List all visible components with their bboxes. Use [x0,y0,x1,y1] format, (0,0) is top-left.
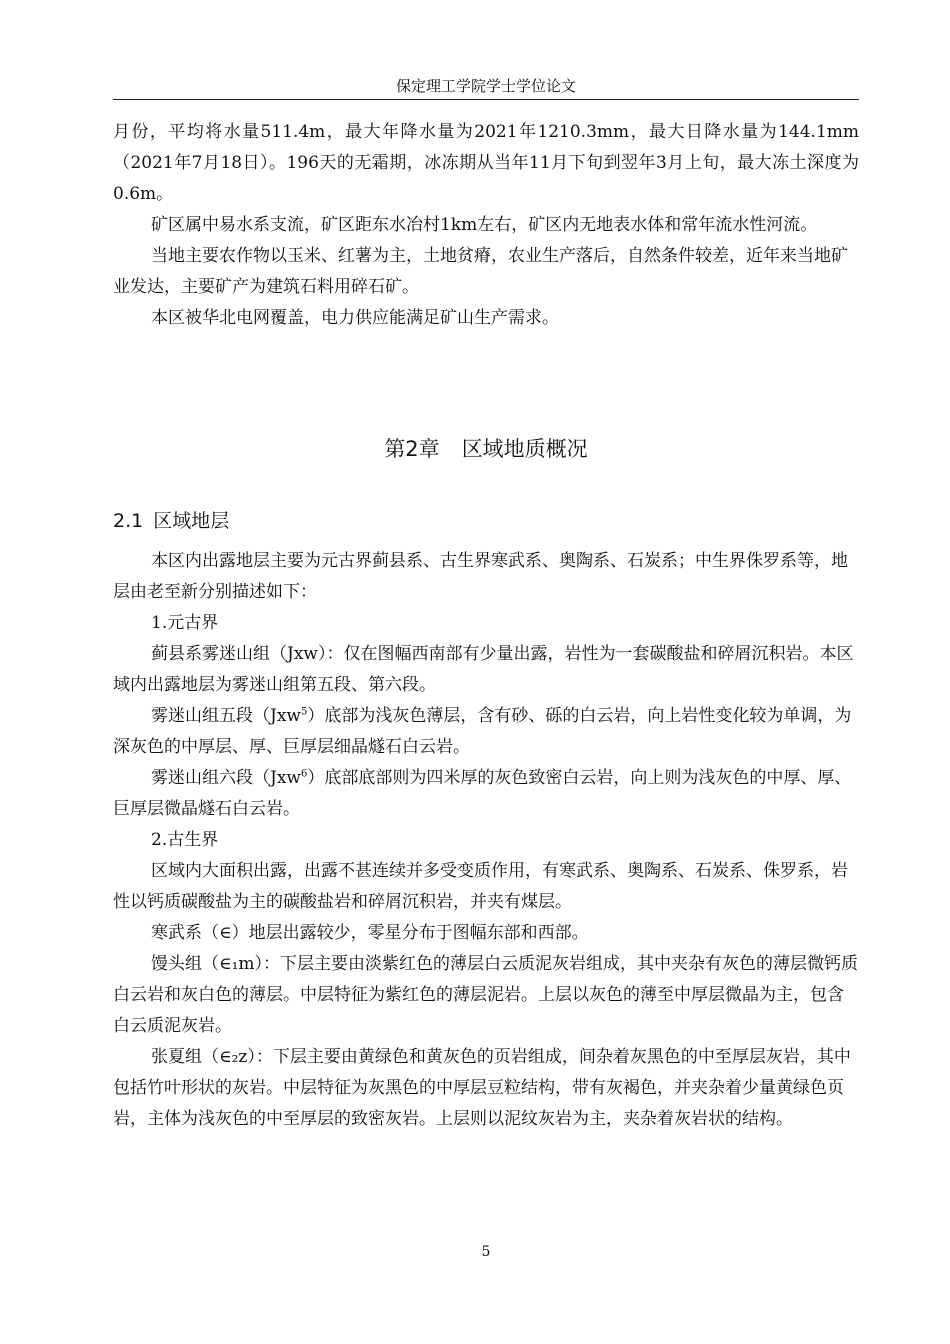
strata-overview-paragraph: 本区内出露地层主要为元古界蓟县系、古生界寒武系、奥陶系、石炭系；中生界侏罗系等，地层由老至新分别描述如下： [113,551,848,602]
header-rule [113,99,859,100]
section-title: 区域地层 [153,510,230,532]
hydrology-paragraph: 矿区属中易水系支流，矿区距东水冶村1km左右，矿区内无地表水体和常年流水性河流。 [151,215,818,235]
agriculture-paragraph: 当地主要农作物以玉米、红薯为主，土地贫瘠，农业生产落后，自然条件较差，近年来当地矿业发达，主要矿产为建筑石料用碎石矿。 [113,246,848,297]
page-number: 5 [481,1244,491,1260]
climate-paragraph: 月份，平均将水量511.4m，最大年降水量为2021年1210.3mm，最大日降水量为144.1mm（2021年7月18日）。196天的无霜期，冰冻期从当年11月下旬到翌年3月上旬，最大冻土深度为0.6m。 [113,122,859,204]
strata-section [113,546,859,1135]
section-heading [113,506,229,536]
proterozoic-subheading: 1.元古界 [151,613,219,633]
intro-section [113,117,859,334]
wumishan-member5-paragraph: 雾迷山组五段（Jxw$^5$）底部为浅灰色薄层，含有砂、砾的白云岩，向上岩性变化较为单调，为深灰色的中厚层、厚、巨厚层细晶燧石白云岩。 [113,706,852,757]
mantou-paragraph: 馒头组（∈₁m）：下层主要由淡紫红色的薄层白云质泥灰岩组成，其中夹杂有灰色的薄层微钙质白云岩和灰白色的薄层。中层特征为紫红色的薄层泥岩。上层以灰色的薄至中厚层微晶为主，包含白云质泥灰岩。 [113,954,859,1036]
section-number: 2.1 [113,510,144,532]
paleozoic-subheading: 2.古生界 [151,830,219,850]
chapter-number: 第2章 [384,437,440,461]
paleozoic-paragraph: 区域内大面积出露，出露不甚连续并多受变质作用，有寒武系、奥陶系、石炭系、侏罗系，岩性以钙质碳酸盐为主的碳酸盐岩和碎屑沉积岩，并夹有煤层。 [113,861,848,912]
power-paragraph: 本区被华北电网覆盖，电力供应能满足矿山生产需求。 [151,308,559,328]
wumishan-paragraph: 蓟县系雾迷山组（Jxw）：仅在图幅西南部有少量出露，岩性为一套碳酸盐和碎屑沉积岩。本区域内出露地层为雾迷山组第五段、第六段。 [113,644,854,695]
chapter-heading [113,433,859,465]
cambrian-paragraph: 寒武系（∈）地层出露较少，零星分布于图幅东部和西部。 [151,923,589,943]
chapter-title: 区域地质概况 [461,437,588,461]
running-header: 保定理工学院学士学位论文 [395,77,576,95]
wumishan-member6-paragraph: 雾迷山组六段（Jxw$^6$）底部底部则为四米厚的灰色致密白云岩，向上则为浅灰色的中厚、厚、巨厚层微晶燧石白云岩。 [113,768,852,819]
zhangxia-paragraph: 张夏组（∈₂z）：下层主要由黄绿色和黄灰色的页岩组成，间杂着灰黑色的中至厚层灰岩，其中包括竹叶形状的灰岩。中层特征为灰黑色的中厚层豆粒结构，带有灰褐色，并夹杂着少量黄绿色页岩，主体为浅灰色的中至厚层的致密灰岩。上层则以泥纹灰岩为主，夹杂着灰岩状的结构。 [113,1047,851,1129]
